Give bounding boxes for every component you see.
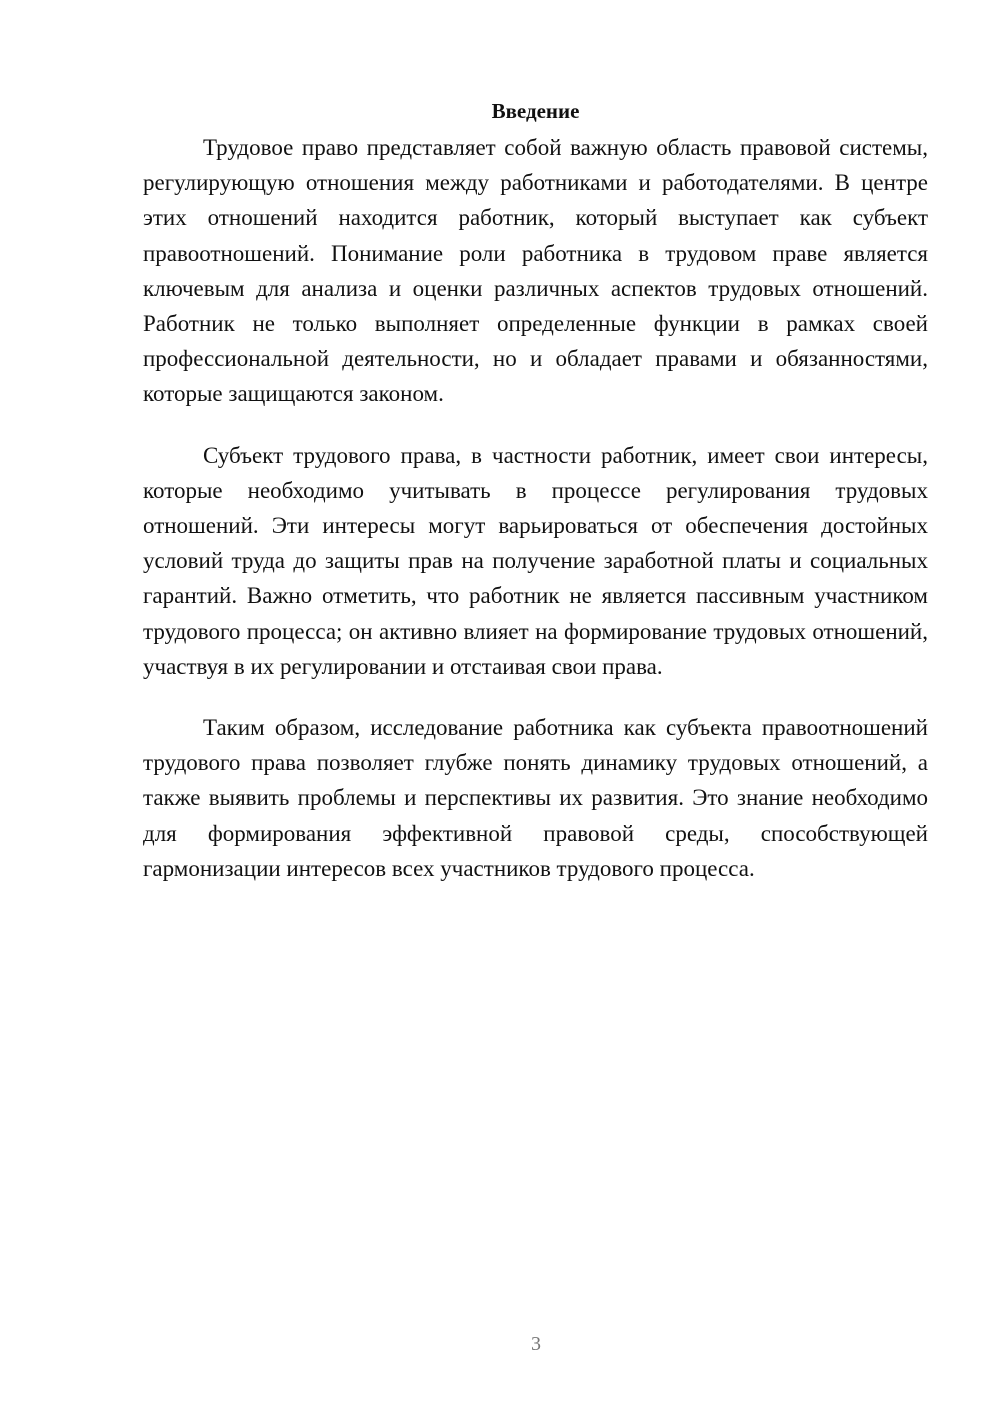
paragraph-3: Таким образом, исследование работника как субъекта правоотношений трудового права позволяет глубже понять динамику трудовых отношений, а также выявить проблемы и перспективы их развития. Это знание необходимо для формирования эффективной правовой среды, способствующей гармонизации интересов всех участников трудового процесса. — [143, 715, 928, 881]
paragraph-1: Трудовое право представляет собой важную область правовой системы, регулирующую отношения между работниками и работодателями. В центре этих отношений находится работник, который выступает как субъект правоотношений. Понимание роли работника в трудовом праве является ключевым для анализа и оценки различных аспектов трудовых отношений. Работник не только выполняет определенные функции в рамках своей профессиональной деятельности, но и обладает правами и обязанностями, которые защищаются законом. — [143, 135, 928, 407]
section-title: Введение — [491, 99, 580, 123]
paragraph-2: Субъект трудового права, в частности работник, имеет свои интересы, которые необходимо учитывать в процессе регулирования трудовых отношений. Эти интересы могут варьироваться от обеспечения достойных условий труда до защиты прав на получение заработной платы и социальных гарантий. Важно отметить, что работник не является пассивным участником трудового процесса; он активно влияет на формирование трудовых отношений, участвуя в их регулировании и отстаивая свои права. — [143, 442, 928, 679]
page-number: 3 — [531, 1333, 541, 1355]
page-content — [143, 95, 928, 912]
